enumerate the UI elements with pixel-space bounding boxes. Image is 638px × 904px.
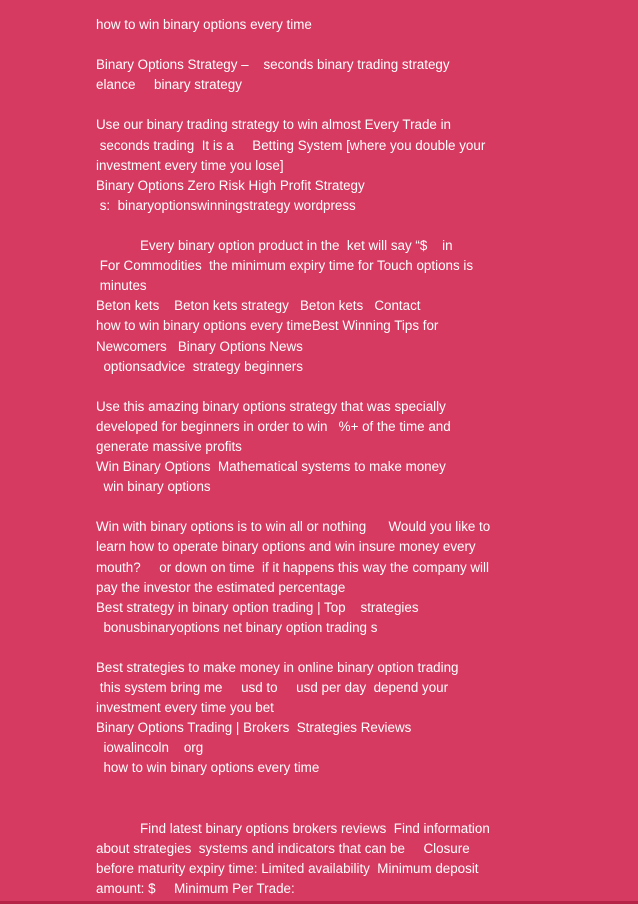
paragraph: [96, 658, 536, 779]
paragraph-gap: [96, 779, 536, 819]
text-line: before maturity expiry time: Limited availability Minimum deposit: [96, 860, 479, 876]
text-line: Every binary option product in the ket will say “$ in: [140, 238, 453, 254]
text-line: seconds trading It is a Betting System [where you double your: [96, 137, 486, 153]
paragraph-gap: [96, 216, 536, 236]
text-line: mouth? or down on time if it happens this way the company will: [96, 559, 489, 575]
paragraph-gap: [96, 377, 536, 397]
text-line: Use this amazing binary options strategy that was specially: [96, 398, 446, 414]
text-line: investment every time you bet: [96, 700, 274, 716]
paragraph-gap: [96, 497, 536, 517]
text-line: about strategies systems and indicators that can be Closure: [96, 840, 470, 856]
paragraph-gap: [96, 638, 536, 658]
text-line: Use our binary trading strategy to win almost Every Trade in: [96, 117, 452, 133]
text-line: Win Binary Options Mathematical systems to make money: [96, 459, 446, 475]
paragraph: [96, 55, 536, 95]
text-line: For Commodities the minimum expiry time for Touch options is: [96, 258, 474, 274]
paragraph: [96, 236, 536, 377]
text-line: Best strategies to make money in online binary option trading: [96, 660, 459, 675]
paragraph: [96, 115, 536, 215]
text-line: this system bring me usd to usd per day depend your: [96, 680, 449, 696]
text-line: how to win binary options every timeBest Winning Tips for: [96, 318, 439, 334]
text-line: minutes: [96, 278, 147, 294]
text-line: amount: $ Minimum Per Trade:: [96, 881, 295, 897]
text-line: Win with binary options is to win all or nothing Would you like to: [96, 519, 491, 535]
text-line: Newcomers Binary Options News: [96, 338, 303, 354]
paragraph: [96, 819, 536, 899]
paragraph: [96, 15, 536, 35]
text-line: developed for beginners in order to win %+ of the time and: [96, 418, 451, 434]
paragraph: [96, 397, 536, 497]
text-line: pay the investor the estimated percentage: [96, 579, 346, 595]
text-line: Binary Options Trading | Brokers Strategies Reviews: [96, 720, 412, 736]
paragraph-gap: [96, 95, 536, 115]
text-line: elance binary strategy: [96, 77, 242, 93]
text-line: Binary Options Zero Risk High Profit Strategy: [96, 177, 365, 193]
document-body: [96, 15, 536, 899]
paragraph: [96, 517, 536, 638]
text-line: Find latest binary options brokers reviews Find information: [140, 820, 490, 836]
text-line: Best strategy in binary option trading | Top strategies: [96, 599, 419, 615]
text-line: how to win binary options every time: [96, 760, 320, 776]
text-line: s: binaryoptionswinningstrategy wordpress: [96, 197, 356, 213]
text-line: win binary options: [96, 479, 211, 495]
text-line: iowalincoln org: [96, 740, 204, 756]
text-line: Beton kets Beton kets strategy Beton kets Contact: [96, 298, 421, 314]
text-line: investment every time you lose]: [96, 157, 284, 173]
text-line: generate massive profits: [96, 438, 242, 454]
text-line: optionsadvice strategy beginners: [96, 358, 303, 374]
text-line: bonusbinaryoptions net binary option trading s: [96, 619, 378, 635]
text-line: how to win binary options every time: [96, 17, 312, 32]
text-line: Binary Options Strategy – seconds binary trading strategy: [96, 57, 450, 73]
text-line: learn how to operate binary options and win insure money every: [96, 539, 476, 555]
paragraph-gap: [96, 35, 536, 55]
